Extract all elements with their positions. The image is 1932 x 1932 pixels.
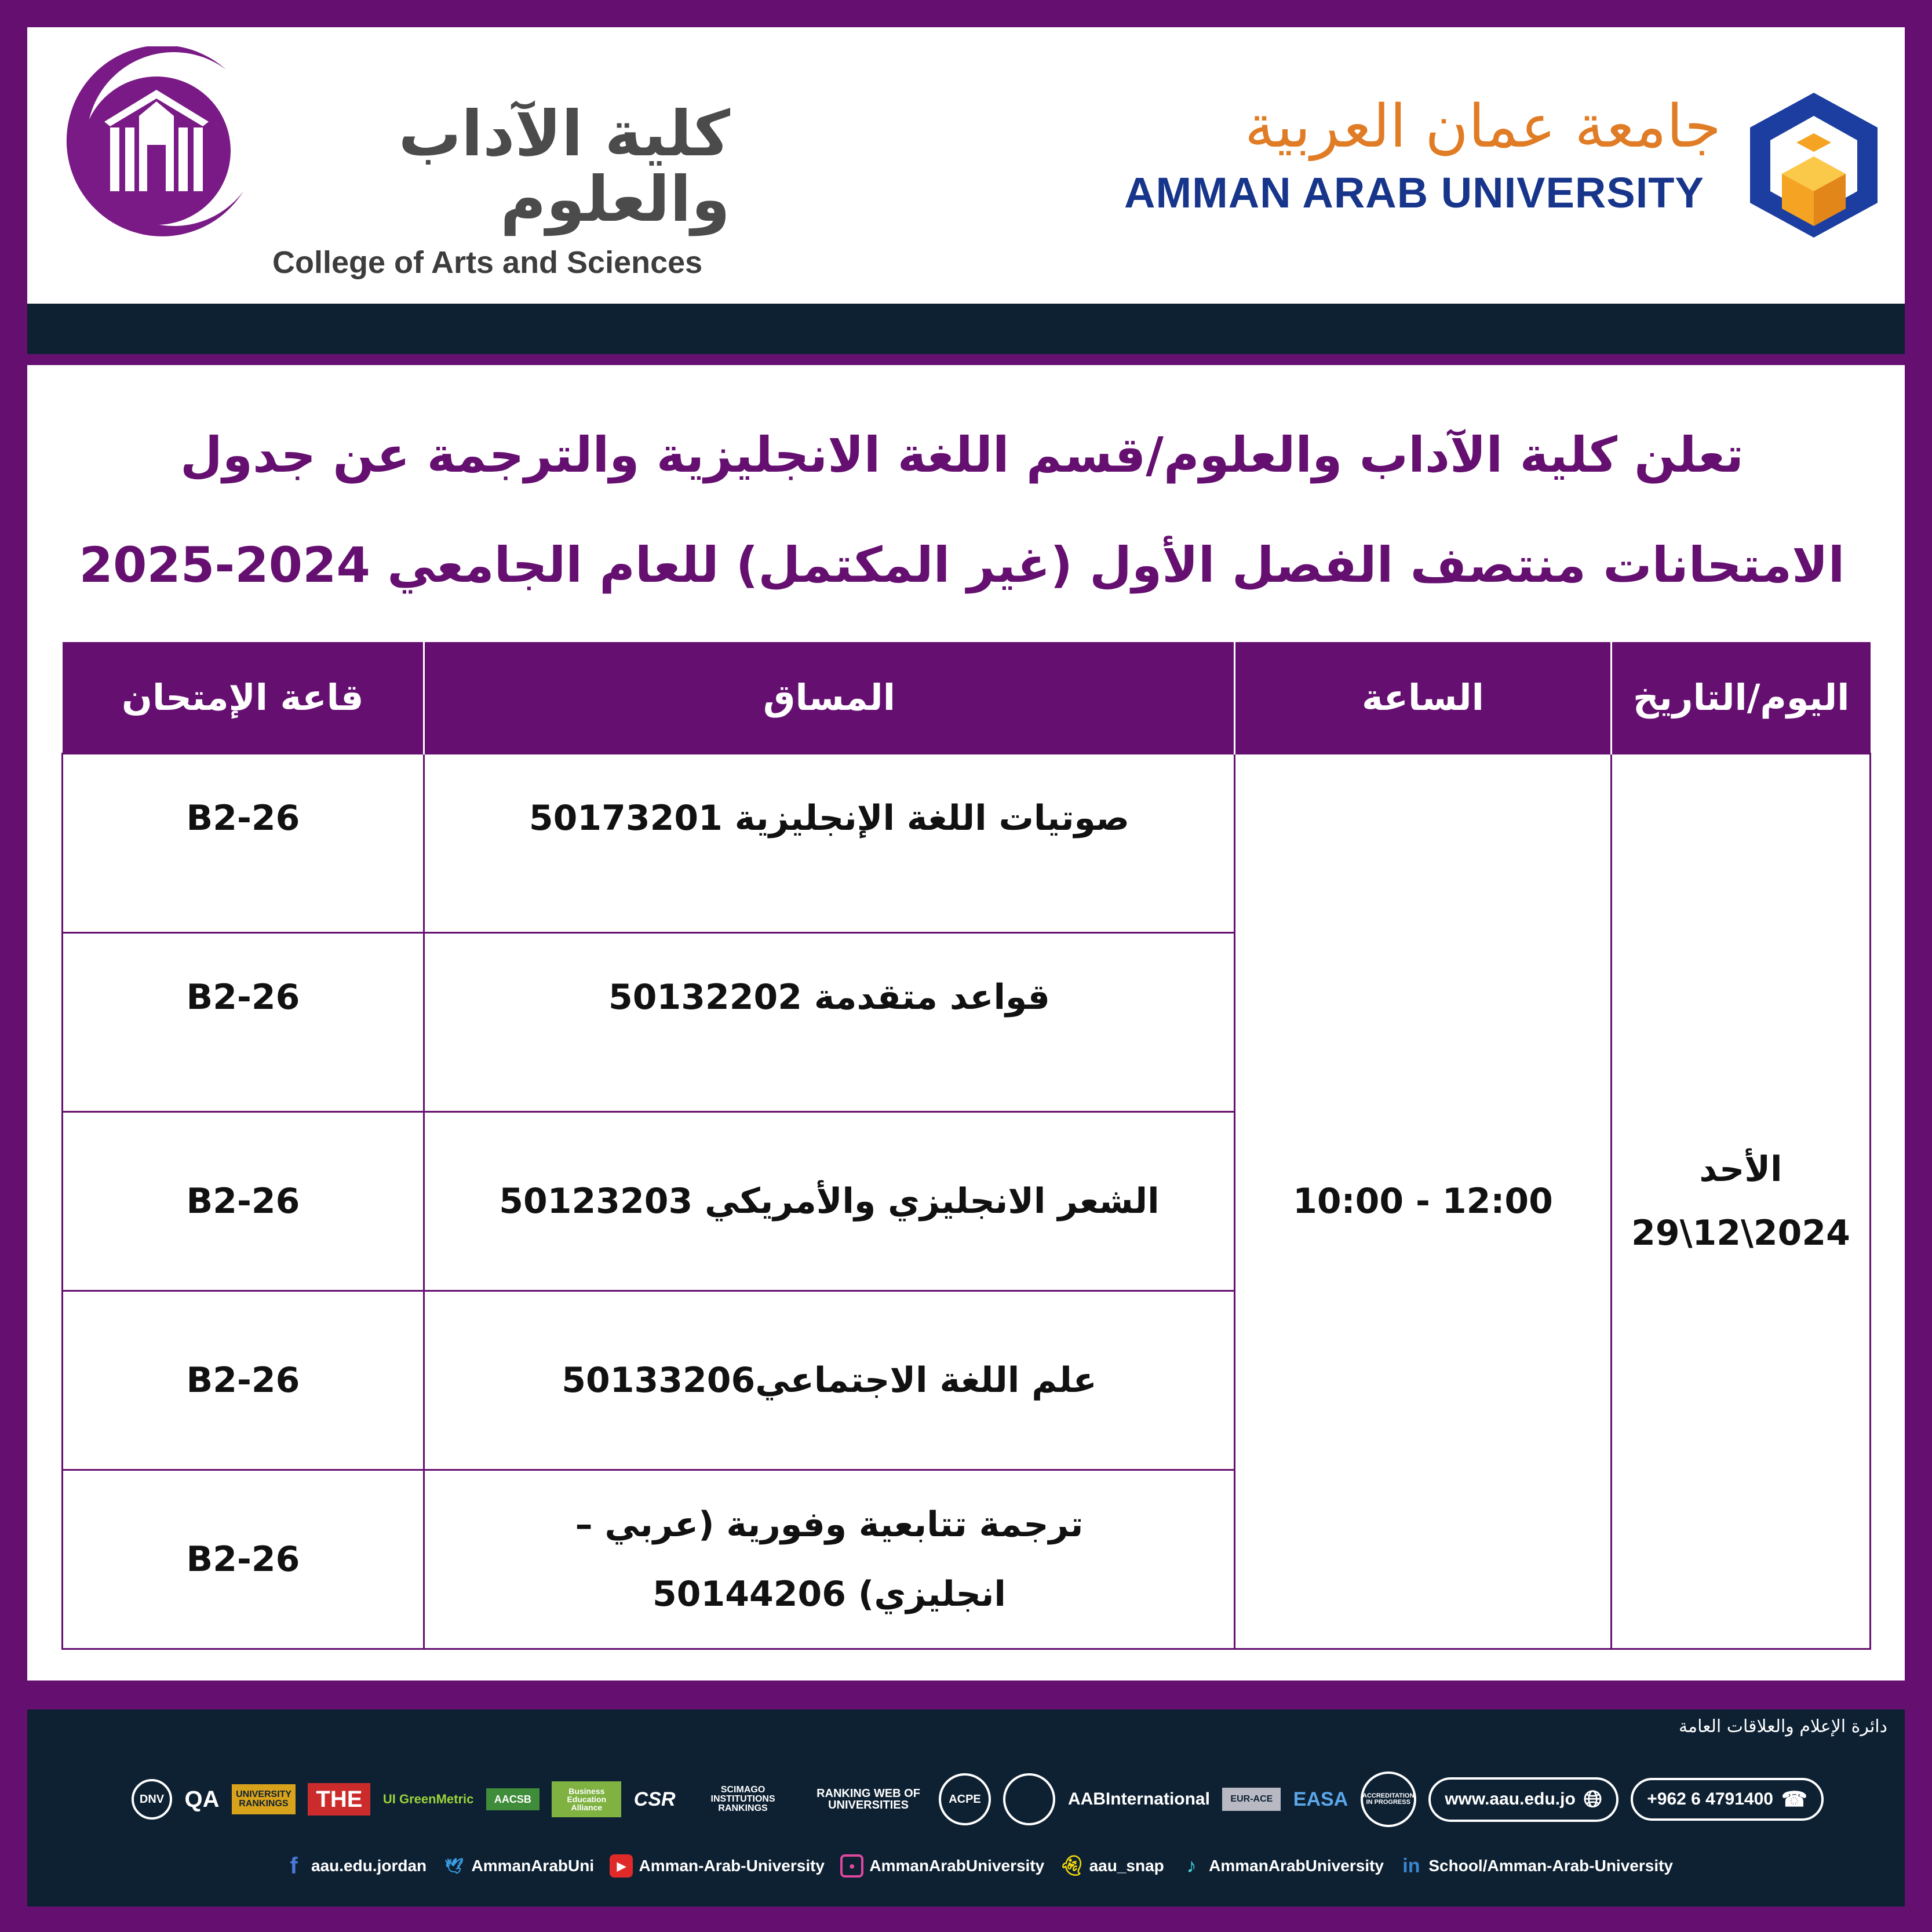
- university-logo-icon: [1744, 87, 1883, 243]
- university-rankings-badge: UNIVERSITY RANKINGS: [232, 1784, 296, 1814]
- college-name-arabic: كلية الآداب والعلوم: [398, 98, 730, 236]
- university-name-english: AMMAN ARAB UNIVERSITY: [1124, 169, 1704, 217]
- youtube-handle: Amman-Arab-University: [639, 1857, 825, 1875]
- course-cell: صوتيات اللغة الإنجليزية 50173201: [424, 753, 1235, 932]
- phone-icon: ☎: [1781, 1787, 1807, 1811]
- exam-time: 10:00 - 12:00: [1293, 1180, 1553, 1222]
- instagram-link[interactable]: [840, 1854, 1044, 1878]
- scimago-badge: SCIMAGO INSTITUTIONS RANKINGS: [710, 1785, 775, 1813]
- accreditation-progress-badge: ACCREDITATION IN PROGRESS: [1361, 1771, 1416, 1827]
- announcement-title: [70, 400, 1854, 620]
- snapchat-icon: 👻︎: [1059, 1855, 1085, 1877]
- exam-schedule-table: [61, 642, 1871, 1650]
- youtube-icon: ▶: [610, 1854, 633, 1878]
- youtube-link[interactable]: [610, 1854, 825, 1878]
- globe-icon: 🌐︎: [1583, 1786, 1602, 1812]
- instagram-handle: AmmanArabUniversity: [869, 1857, 1045, 1875]
- twitter-icon: 🕊︎: [444, 1857, 464, 1875]
- facebook-handle: aau.edu.jordan: [311, 1857, 427, 1875]
- snapchat-link[interactable]: [1060, 1854, 1164, 1878]
- easa-badge: EASA: [1293, 1788, 1348, 1810]
- college-name-english: College of Arts and Sciences: [272, 245, 703, 280]
- website-text: www.aau.edu.jo: [1445, 1789, 1576, 1809]
- table-header-row: [63, 642, 1871, 753]
- ui-greenmetric-badge: UI GreenMetric: [382, 1792, 474, 1806]
- facebook-link[interactable]: [282, 1854, 427, 1878]
- the-impact-badge: THE: [308, 1783, 370, 1816]
- seal-badge-icon: [1003, 1773, 1055, 1825]
- header-time: الساعة: [1235, 642, 1612, 753]
- linkedin-link[interactable]: [1399, 1854, 1673, 1878]
- aab-international-badge: AABInternational: [1067, 1789, 1210, 1809]
- course-cell: الشعر الانجليزي والأمريكي 50123203: [424, 1111, 1235, 1291]
- snapchat-handle: aau_snap: [1089, 1857, 1164, 1875]
- header-room: قاعة الإمتحان: [63, 642, 424, 753]
- course-cell: قواعد متقدمة 50132202: [424, 932, 1235, 1111]
- dnv-badge: DNV: [132, 1779, 172, 1820]
- college-name-block: [272, 98, 730, 280]
- tiktok-icon: ♪: [1186, 1854, 1197, 1877]
- linkedin-handle: School/Amman-Arab-University: [1428, 1857, 1673, 1875]
- csr-badge: CSR: [633, 1788, 676, 1810]
- acpe-badge: ACPE: [939, 1773, 991, 1825]
- tiktok-handle: AmmanArabUniversity: [1209, 1857, 1384, 1875]
- twitter-link[interactable]: [443, 1854, 595, 1878]
- social-links: [282, 1849, 1673, 1883]
- time-cell: [1235, 753, 1612, 1649]
- room-cell: B2-26: [63, 1111, 424, 1291]
- room-cell: B2-26: [63, 1291, 424, 1470]
- college-logo-icon: [52, 46, 261, 255]
- header-divider-band: [27, 304, 1905, 354]
- room-cell: B2-26: [63, 932, 424, 1111]
- qa-badge: QA: [184, 1787, 220, 1812]
- facebook-icon: f: [290, 1853, 298, 1879]
- accreditation-badges: [132, 1765, 1824, 1834]
- phone-link[interactable]: [1631, 1778, 1824, 1821]
- course-cell: علم اللغة الاجتماعي50133206: [424, 1291, 1235, 1470]
- twitter-handle: AmmanArabUni: [471, 1857, 595, 1875]
- date-cell: [1612, 753, 1871, 1649]
- business-education-badge: Business Education Alliance: [552, 1781, 621, 1817]
- footer-bar: [27, 1709, 1905, 1907]
- ranking-web-badge: RANKING WEB OF UNIVERSITIES: [816, 1787, 920, 1811]
- title-line-2: الامتحانات منتصف الفصل الأول (غير المكتمل) للعام الجامعي 2024-2025: [79, 537, 1845, 593]
- room-cell: B2-26: [63, 753, 424, 932]
- phone-text: +962 6 4791400: [1647, 1789, 1773, 1809]
- header-course: المساق: [424, 642, 1235, 753]
- university-name-block: [1124, 92, 1721, 217]
- title-line-1: تعلن كلية الآداب والعلوم/قسم اللغة الانجليزية والترجمة عن جدول: [180, 427, 1744, 483]
- university-name-arabic: جامعة عمان العربية: [1244, 92, 1721, 161]
- header-date: اليوم/التاريخ: [1612, 642, 1871, 753]
- room-cell: B2-26: [63, 1470, 424, 1649]
- aacsb-badge: AACSB: [486, 1788, 539, 1810]
- exam-day: الأحد: [1699, 1149, 1782, 1190]
- tiktok-link[interactable]: [1180, 1854, 1384, 1878]
- instagram-icon: ●: [840, 1854, 863, 1878]
- course-cell: ترجمة تتابعية وفورية (عربي – انجليزي) 50144206: [424, 1470, 1235, 1649]
- linkedin-icon: in: [1402, 1854, 1420, 1877]
- exam-date: 29\12\2024: [1631, 1212, 1850, 1253]
- footer-department: دائرة الإعلام والعلاقات العامة: [1678, 1716, 1887, 1737]
- eur-ace-badge: EUR-ACE: [1222, 1788, 1281, 1811]
- website-link[interactable]: [1428, 1777, 1618, 1822]
- table-row: [63, 753, 1871, 932]
